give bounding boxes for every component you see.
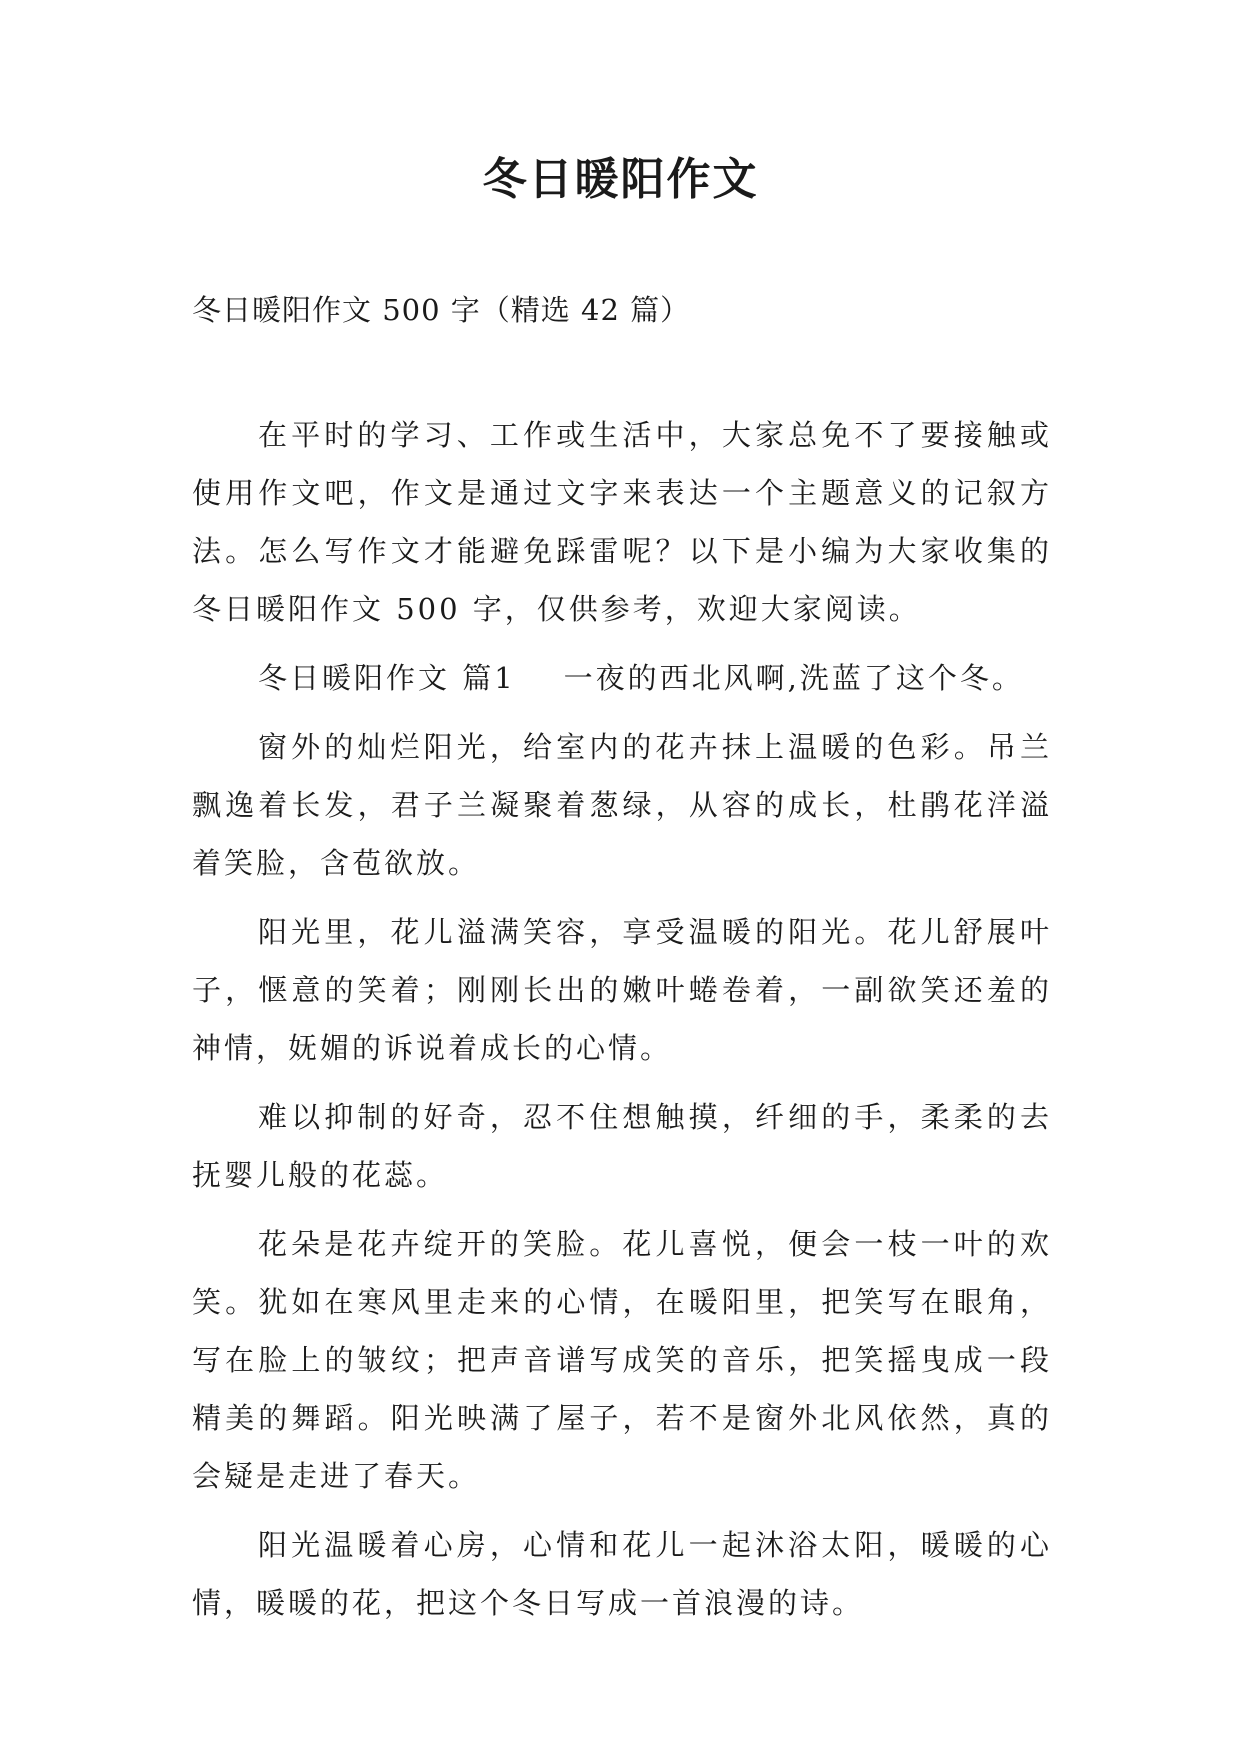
document-title: 冬日暖阳作文 <box>482 154 759 205</box>
section-first-line: 一夜的西北风啊,洗蓝了这个冬。 <box>563 661 1024 695</box>
intro-paragraph: 在平时的学习、工作或生活中，大家总免不了要接触或使用作文吧，作文是通过文字来表达一个主题意义的记叙方法。怎么写作文才能避免踩雷呢？以下是小编为大家收集的冬日暖阳作文 500 字，仅供参考，欢迎大家阅读。 <box>192 418 1052 626</box>
body-paragraph: 花朵是花卉绽开的笑脸。花儿喜悦，便会一枝一叶的欢笑。犹如在寒风里走来的心情，在暖阳里，把笑写在眼角，写在脸上的皱纹；把声音谱写成笑的音乐，把笑摇曳成一段精美的舞蹈。阳光映满了屋子，若不是窗外北风依然，真的会疑是走进了春天。 <box>192 1227 1052 1493</box>
body-paragraph: 窗外的灿烂阳光，给室内的花卉抹上温暖的色彩。吊兰飘逸着长发，君子兰凝聚着葱绿，从容的成长，杜鹃花洋溢着笑脸，含苞欲放。 <box>192 730 1052 880</box>
document-body <box>192 406 1052 1643</box>
section-label: 冬日暖阳作文 篇1 <box>258 661 516 695</box>
body-paragraph: 阳光温暖着心房，心情和花儿一起沐浴太阳，暖暖的心情，暖暖的花，把这个冬日写成一首浪漫的诗。 <box>192 1528 1052 1620</box>
document-subtitle: 冬日暖阳作文 500 字（精选 42 篇） <box>192 293 691 327</box>
body-paragraph: 难以抑制的好奇，忍不住想触摸，纤细的手，柔柔的去抚婴儿般的花蕊。 <box>192 1100 1052 1192</box>
section-heading <box>192 649 1052 707</box>
body-paragraph: 阳光里，花儿溢满笑容，享受温暖的阳光。花儿舒展叶子，惬意的笑着；刚刚长出的嫩叶蜷卷着，一副欲笑还羞的神情，妩媚的诉说着成长的心情。 <box>192 915 1052 1065</box>
